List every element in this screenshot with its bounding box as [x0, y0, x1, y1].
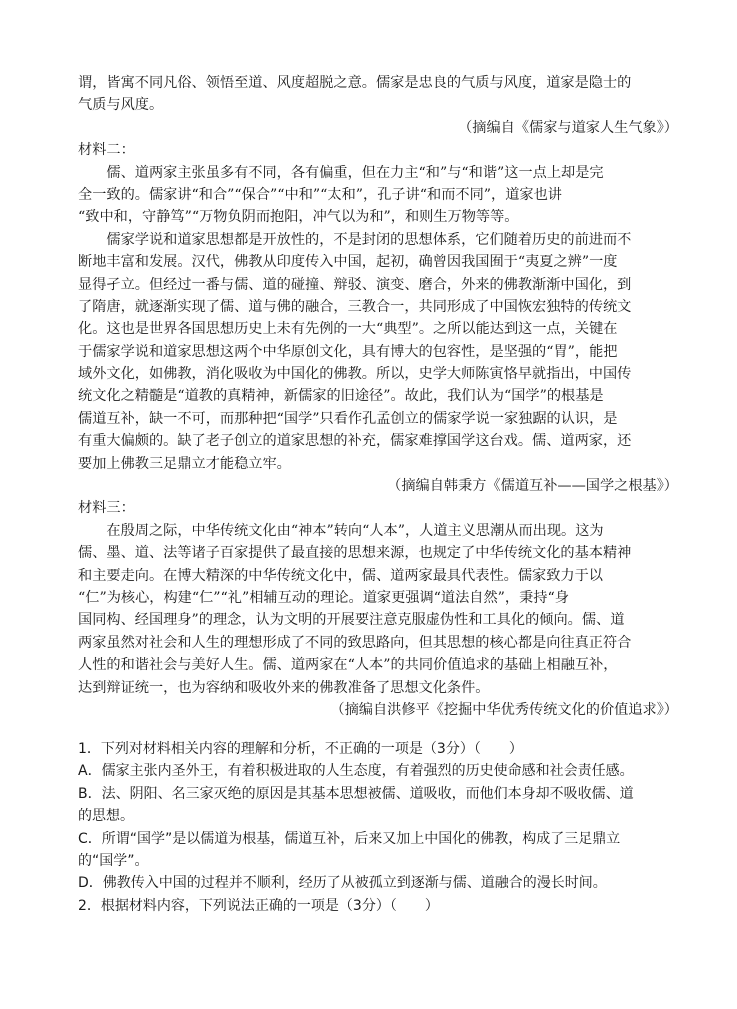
- passage-line: 谓，皆寓不同凡俗、领悟至道、风度超脱之意。儒家是忠良的气质与风度，道家是隐士的: [78, 75, 632, 91]
- source-citation-3: （摘编自洪修平《挖掘中华优秀传统文化的价值追求》）: [330, 701, 678, 718]
- passage-line: 儒、道两家主张虽多有不同，各有偏重，但在力主“和”与“和谐”这一点上却是完: [78, 164, 604, 181]
- passage-line: 全一致的。儒家讲“和合”“保合”“中和”“太和”，孔子讲“和而不同”，道家也讲: [78, 186, 562, 203]
- passage-line: 于儒家学说和道家思想这两个中华原创文化，具有博大的包容性，是坚强的“胃”，能把: [78, 343, 618, 360]
- passage-line: 两家虽然对社会和人生的理想形成了不同的致思路向，但其思想的核心都是向往真正符合: [78, 634, 632, 651]
- question-1-stem: 1．下列对材料相关内容的理解和分析，不正确的一项是（3分）（ ）: [78, 741, 523, 757]
- passage-line: “致中和，守静笃”“万物负阴而抱阳，冲气以为和”，和则生万物等等。: [78, 209, 519, 226]
- material-two-heading: 材料二：: [78, 142, 135, 159]
- passage-line: 要加上佛教三足鼎立才能稳立牢。: [78, 455, 291, 472]
- passage-line: 化。这也是世界各国思想历史上未有先例的一大“典型”。之所以能达到这一点，关键在: [78, 321, 618, 338]
- source-citation-2: （摘编自韩秉方《儒道互补——国学之根基》）: [387, 478, 678, 495]
- option-b-continued: 的思想。: [78, 808, 134, 825]
- source-citation-1: （摘编自《儒家与道家人生气象》）: [458, 119, 678, 136]
- passage-line: 显得孑立。但经过一番与儒、道的碰撞、辩驳、演变、磨合，外来的佛教渐渐中国化，到: [78, 276, 632, 293]
- passage-line: 儒道互补，缺一不可，而那种把“国学”只看作孔孟创立的儒家学说一家独踞的认识，是: [78, 410, 618, 427]
- option-a: A．儒家主张内圣外王，有着积极进取的人生态度，有着强烈的历史使命感和社会责任感。: [78, 763, 634, 780]
- passage-line: 和主要走向。在博大精深的中华传统文化中，儒、道两家最具代表性。儒家致力于以: [78, 567, 603, 584]
- passage-line: 达到辩证统一，也为容纳和吸收外来的佛教准备了思想文化条件。: [78, 679, 490, 696]
- question-2-stem: 2．根据材料内容，下列说法正确的一项是（3分）（ ）: [78, 897, 439, 914]
- option-b: B．法、阴阳、名三家灭绝的原因是其基本思想被儒、道吸收，而他们本身却不吸收儒、道: [78, 785, 634, 802]
- passage-line: 有重大偏颇的。缺了老子创立的道家思想的补充，儒家难撑国学这台戏。儒、道两家，还: [78, 433, 632, 450]
- passage-line: 国同构、经国理身”的理念，认为文明的开展要注意克服虚伪性和工具化的倾向。儒、道: [78, 612, 625, 629]
- questions-section: [78, 738, 678, 917]
- passage-line: 统文化之精髓是“道教的真精神，新儒家的旧途径”。故此，我们认为“国学”的根基是: [78, 388, 604, 405]
- passage-line: 在殷周之际，中华传统文化由“神本”转向“人本”，人道主义思潮从而出现。这为: [78, 522, 604, 539]
- passage-line: 了隋唐，就逐渐实现了儒、道与佛的融合，三教合一，共同形成了中国恢宏独特的传统文: [78, 298, 632, 315]
- passage-line: 人性的和谐社会与美好人生。儒、道两家在“人本”的共同价值追求的基础上相融互补，: [78, 657, 618, 674]
- material-three-heading: 材料三：: [78, 500, 135, 517]
- passage-line: 气质与风度。: [78, 97, 164, 114]
- passage-line: 儒、墨、道、法等诸子百家提供了最直接的思想来源，也规定了中华传统文化的基本精神: [78, 545, 632, 562]
- option-d: D．佛教传入中国的过程并不顺利，经历了从被孤立到逐渐与儒、道融合的漫长时间。: [78, 875, 607, 892]
- reading-passage: [78, 72, 678, 721]
- passage-line: 断地丰富和发展。汉代，佛教从印度传入中国，起初，确曾因我国囿于“夷夏之辨”一度: [78, 254, 618, 271]
- option-c: C．所谓“国学”是以儒道为根基，儒道互补，后来又加上中国化的佛教，构成了三足鼎立: [78, 830, 621, 847]
- passage-line: “仁”为核心，构建“仁”“礼”相辅互动的理论。道家更强调“道法自然”，秉持“身: [78, 589, 569, 606]
- passage-line: 域外文化，如佛教，消化吸收为中国化的佛教。所以，史学大师陈寅恪早就指出，中国传: [78, 366, 632, 383]
- option-c-continued: 的“国学”。: [78, 852, 149, 869]
- passage-line: 儒家学说和道家思想都是开放性的，不是封闭的思想体系，它们随着历史的前进而不: [78, 231, 632, 248]
